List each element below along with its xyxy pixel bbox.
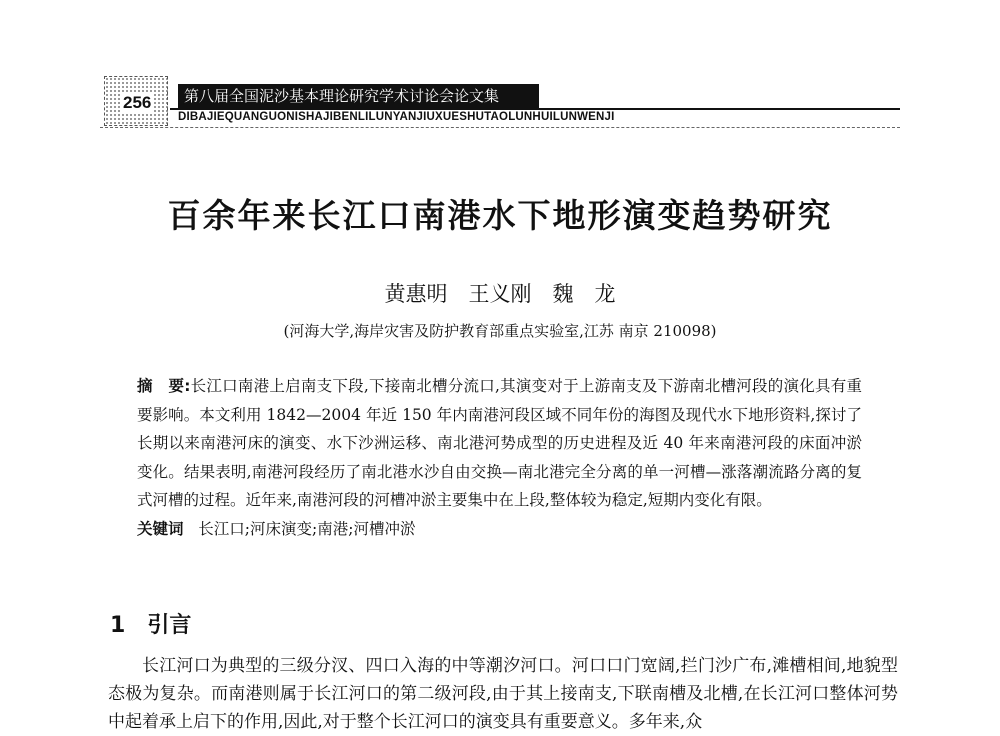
body-paragraph: 长江河口为典型的三级分汊、四口入海的中等潮汐河口。河口口门宽阔,拦门沙广布,滩槽相间,地貌型态极为复杂。而南港则属于长江河口的第二级河段,由于其上接南支,下联南槽及北槽,在长江河口整体河势中起着承上启下的作用,因此,对于整个长江河口的演变具有重要意义。多年来,众 (108, 656, 898, 732)
abstract-block (137, 372, 862, 543)
keywords-label: 关键词 (137, 519, 184, 538)
section-title: 引言 (147, 613, 192, 638)
header-dashed-rule (100, 127, 900, 128)
series-pinyin: DIBAJIEQUANGUONISHAJIBENLILUNYANJIUXUESHUTAOLUNHUILUNWENJI (178, 111, 615, 123)
keywords-text: 长江口;河床演变;南港;河槽冲淤 (198, 519, 416, 538)
paper-affiliation: (河海大学,海岸灾害及防护教育部重点实验室,江苏 南京 210098) (283, 322, 717, 340)
section-heading (110, 608, 191, 639)
abstract-label: 摘 要: (137, 377, 191, 395)
paper-authors: 黄惠明 王义刚 魏 龙 (384, 282, 616, 306)
keywords-line (137, 515, 862, 544)
abstract-text: 长江口南港上启南支下段,下接南北槽分流口,其演变对于上游南支及下游南北槽河段的演化具有重要影响。本文利用 1842—2004 年近 150 年内南港河段区域不同年份的海图及现代水下地形资料,探讨了长期以来南港河床的演变、水下沙洲运移、南北港河势成型的历史进程及近 40 年来南港河段的床面冲淤变化。结果表明,南港河段经历了南北港水沙自由交换—南北港完全分离的单一河槽—涨落潮流路分离的复式河槽的过程。近年来,南港河段的河槽冲淤主要集中在上段,整体较为稳定,短期内变化有限。 (137, 377, 863, 509)
abstract-paragraph (137, 372, 862, 515)
running-header (100, 74, 900, 134)
header-rule (170, 108, 900, 110)
series-title: 第八届全国泥沙基本理论研究学术讨论会论文集 (178, 84, 539, 108)
page-number: 256 (123, 93, 152, 112)
section-number: 1 (110, 613, 126, 638)
page-number-box (104, 76, 168, 126)
paper-title: 百余年来长江口南港水下地形演变趋势研究 (167, 196, 833, 235)
